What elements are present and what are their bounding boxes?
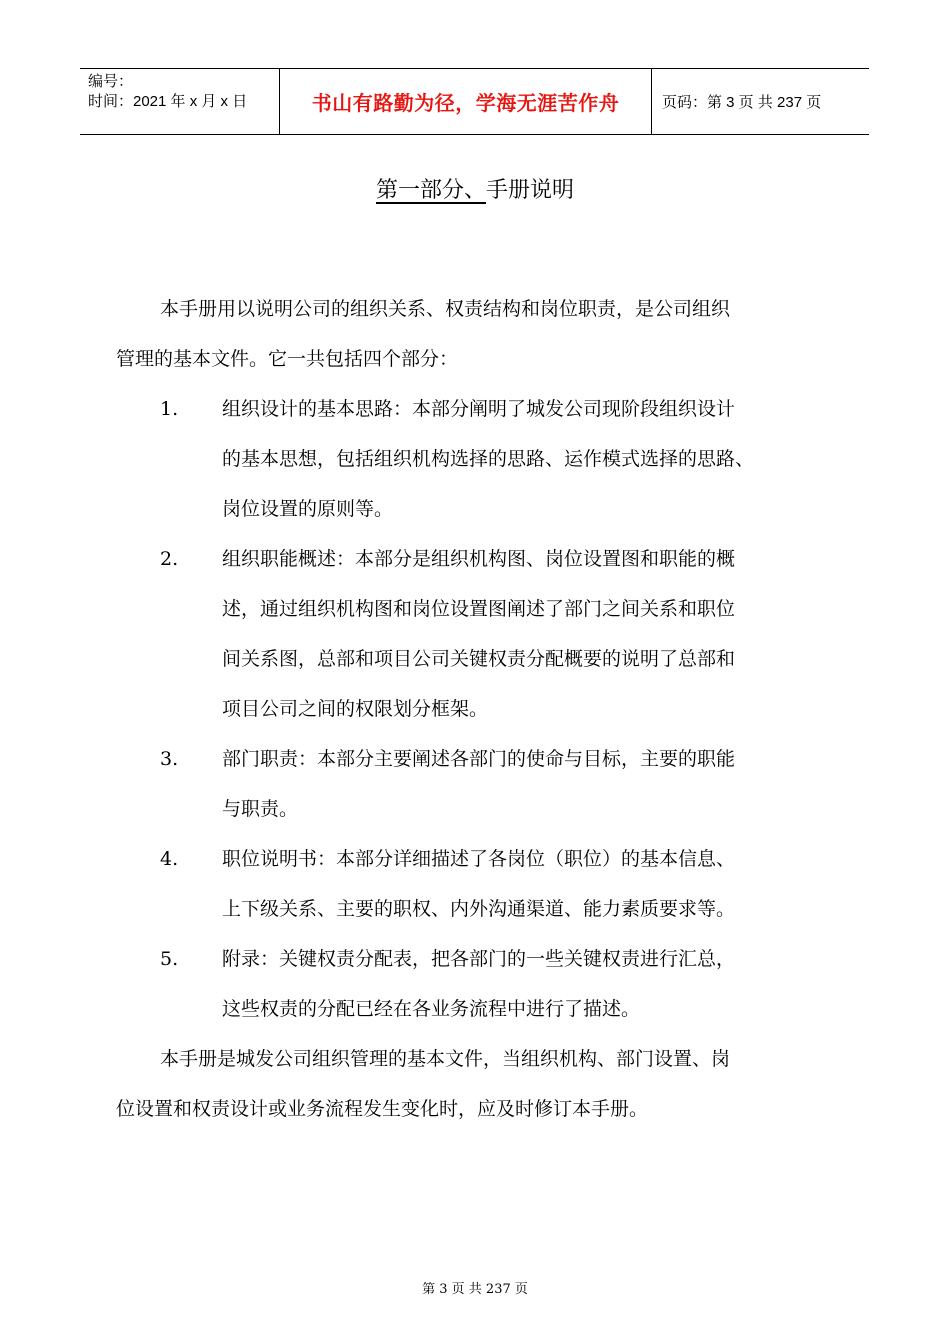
list-item-line: 这些权责的分配已经在各业务流程中进行了描述。 <box>222 998 641 1020</box>
list-item <box>160 384 850 534</box>
list-item <box>160 934 850 1034</box>
list-item-number: 5. <box>160 948 179 970</box>
closing-line: 位设置和权责设计或业务流程发生变化时，应及时修订本手册。 <box>116 1098 649 1120</box>
list-item-line: 组织职能概述：本部分是组织机构图、岗位设置图和职能的概 <box>222 548 736 570</box>
list-item-line: 间关系图，总部和项目公司关键权责分配概要的说明了总部和 <box>222 648 736 670</box>
closing-line: 本手册是城发公司组织管理的基本文件，当组织机构、部门设置、岗 <box>160 1048 731 1070</box>
section-title <box>0 176 950 206</box>
parts-list <box>160 384 850 1034</box>
document-date: 时间：2021 年 x 月 x 日 <box>88 93 248 110</box>
section-title-number: 第一部分、 <box>375 178 486 203</box>
list-item-number: 3. <box>160 748 179 770</box>
intro-line: 本手册用以说明公司的组织关系、权责结构和岗位职责，是公司组织 <box>160 298 731 320</box>
document-number-label: 编号： <box>88 73 134 90</box>
list-item-line: 与职责。 <box>222 798 299 820</box>
list-item <box>160 534 850 734</box>
list-item-line: 组织设计的基本思路：本部分阐明了城发公司现阶段组织设计 <box>222 398 736 420</box>
list-item-line: 岗位设置的原则等。 <box>222 498 394 520</box>
list-item-line: 职位说明书：本部分详细描述了各岗位（职位）的基本信息、 <box>222 848 736 870</box>
intro-paragraph <box>116 284 846 384</box>
section-title-text: 手册说明 <box>486 178 575 203</box>
closing-paragraph <box>116 1034 846 1134</box>
list-item-number: 2. <box>160 548 179 570</box>
list-item-line: 部门职责：本部分主要阐述各部门的使命与目标，主要的职能 <box>222 748 736 770</box>
intro-line: 管理的基本文件。它一共包括四个部分： <box>116 348 459 370</box>
list-item-number: 4. <box>160 848 179 870</box>
page-header <box>80 68 869 135</box>
list-item <box>160 734 850 834</box>
list-item-line: 的基本思想，包括组织机构选择的思路、运作模式选择的思路、 <box>222 448 755 470</box>
header-motto: 书山有路勤为径，学海无涯苦作舟 <box>280 69 652 134</box>
list-item <box>160 834 850 934</box>
header-meta <box>80 69 280 134</box>
list-item-line: 项目公司之间的权限划分框架。 <box>222 698 489 720</box>
list-item-line: 述，通过组织机构图和岗位设置图阐述了部门之间关系和职位 <box>222 598 736 620</box>
list-item-number: 1. <box>160 398 179 420</box>
list-item-line: 附录：关键权责分配表，把各部门的一些关键权责进行汇总， <box>222 948 736 970</box>
list-item-line: 上下级关系、主要的职权、内外沟通渠道、能力素质要求等。 <box>222 898 736 920</box>
header-page-info: 页码：第 3 页 共 237 页 <box>662 94 822 111</box>
page-footer: 第 3 页 共 237 页 <box>422 1282 528 1297</box>
